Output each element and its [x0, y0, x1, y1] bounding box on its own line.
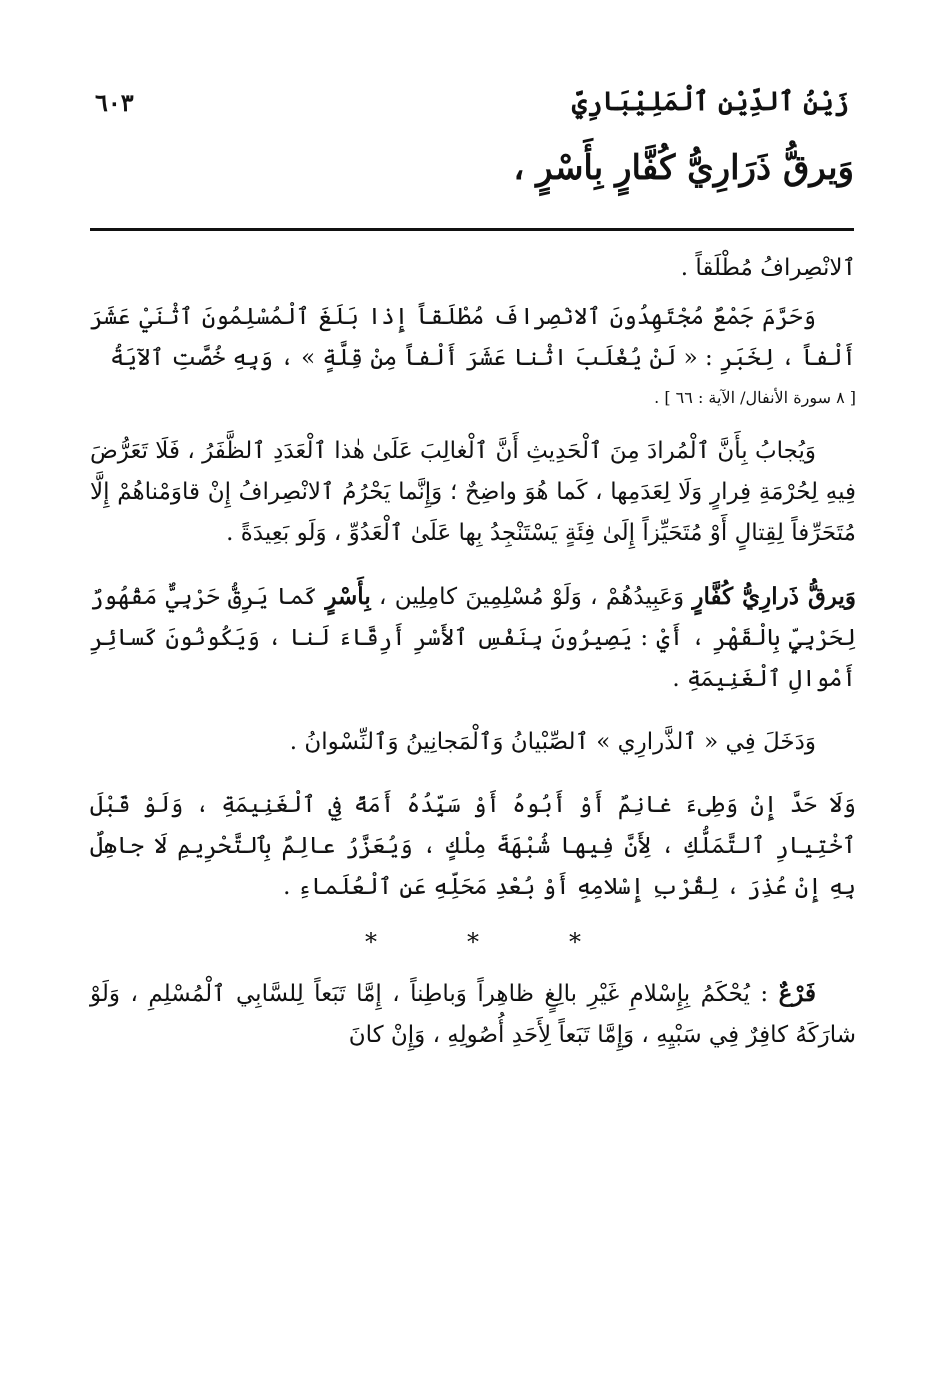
- paragraph-4: [90, 576, 856, 700]
- paragraph-1: ٱلانْصِرافُ مُطْلَقاً .: [680, 255, 856, 281]
- paragraph-2: وَحَرَّمَ جَمْعٌ مُجْتَهِدُونَ ٱلانْصِرافَ مُطْلَقاً إِذا بَلَغَ ٱلْمُسْلِمُونَ ٱثْنَيْ عَشَرَ أَلْفاً ، لِخَبَرِ : « لَنْ يُغْلَبَ اثْنا عَشَرَ أَلْفاً مِنْ قِلَّةٍ » ، وَبِهِ خُصَّتِ ٱلآيَةُ: [90, 304, 856, 371]
- section-label: فَرْعٌ: [778, 980, 816, 1007]
- paragraph-6: وَلَا حَدَّ إِنْ وَطِىءَ غانِمٌ أَوْ أَبُوهُ أَوْ سَيِّدُهُ أَمَةً فِي ٱلْغَنِيمَةِ ، وَلَوْ قَبْلَ ٱخْتِيارِ ٱلتَّمَلُّكِ ، لِأَنَّ فِيها شُبْهَةَ مِلْكٍ ، وَيُعَزَّرُ عالِمٌ بِٱلتَّحْرِيمِ لَا جاهِلٌ بِهِ إِنْ عُذِرَ ، لِقُرْبِ إِسْلامِهِ أَوْ بُعْدِ مَحَلِّهِ عَنِ ٱلْعُلَماءِ .: [90, 792, 856, 900]
- separator-rule: [90, 228, 854, 231]
- matn-quote-2: بِأَسْرٍ: [325, 583, 371, 610]
- paragraph-4-text-a: وَعَبِيدُهُمْ ، وَلَوْ مُسْلِمِينَ كامِلِين ،: [370, 584, 693, 610]
- matn-quote: وَيرقُّ ذَرارِيُّ كُفَّارٍ: [692, 583, 856, 610]
- paragraph-5: وَدَخَلَ فِي « ٱلذَّرارِي » ٱلصِّبْيانُ وَٱلْمَجانِينُ وَٱلنِّسْوانُ .: [289, 729, 816, 755]
- star-icon: *: [365, 928, 377, 956]
- paragraph-7-text: : يُحْكَمُ بِإِسْلامِ غَيْرِ بالِغٍ ظاهِراً وَباطِناً ، إِمَّا تَبَعاً لِلسَّابِي ٱلْمُسْلِمِ ، وَلَوْ شارَكَهُ كافِرٌ فِي سَبْيِهِ ، وَإِمَّا تَبَعاً لِأَحَدِ أُصُولِهِ ، وَإِنْ كانَ: [90, 981, 856, 1048]
- star-icon: *: [467, 928, 479, 956]
- paragraph-3: وَيُجابُ بِأَنَّ ٱلْمُرادَ مِنَ ٱلْحَدِيثِ أَنَّ ٱلْغالِبَ عَلَىٰ هٰذا ٱلْعَدَدِ ٱلظَّفَرُ ، فَلَا تَعَرُّضَ فِيهِ لِحُرْمَةِ فِرارٍ وَلَا لِعَدَمِها ، كَما هُوَ واضِحٌ ؛ وَإِنَّما يَحْرُمُ ٱلانْصِرافُ إِنْ قاوَمْناهُمْ إِلَّا مُتَحَرِّفاً لِقِتالٍ أَوْ مُتَحَيِّزاً إِلَىٰ فِئَةٍ يَسْتَنْجِدُ بِها عَلَىٰ ٱلْعَدُوِّ ، وَلَو بَعِيدَةً .: [90, 438, 856, 546]
- matn-text-line: وَيرقُّ ذَرَارِيُّ كُفَّارٍ بِأَسْرٍ ،: [513, 148, 854, 188]
- commentary-body: [90, 248, 856, 1064]
- section-separator: [90, 922, 856, 963]
- star-icon: *: [569, 928, 581, 956]
- paragraph-4-text-b: كَما يَرِقُّ حَرْبِيٌّ مَقْهُورٌ لِحَرْبِيٍّ بِالْقَهْرِ ، أَيْ : يَصِيرُونَ بِنَفْسِ ٱلأَسْرِ أَرِقَّاءَ لَنا ، وَيَكُونُونَ كَسائِرِ أَمْوالِ ٱلْغَنِيمَةِ .: [90, 584, 856, 692]
- running-head: [95, 82, 849, 122]
- paragraph-7: [90, 973, 856, 1056]
- page-number: ٦٠٣: [95, 87, 134, 117]
- quran-reference: [ ٨ سورة الأنفال/ الآية : ٦٦ ] .: [654, 388, 856, 407]
- running-head-title: زَيْنُ ٱلدِّيْنِ ٱلْمَلِيْبَارِيّ: [571, 87, 849, 117]
